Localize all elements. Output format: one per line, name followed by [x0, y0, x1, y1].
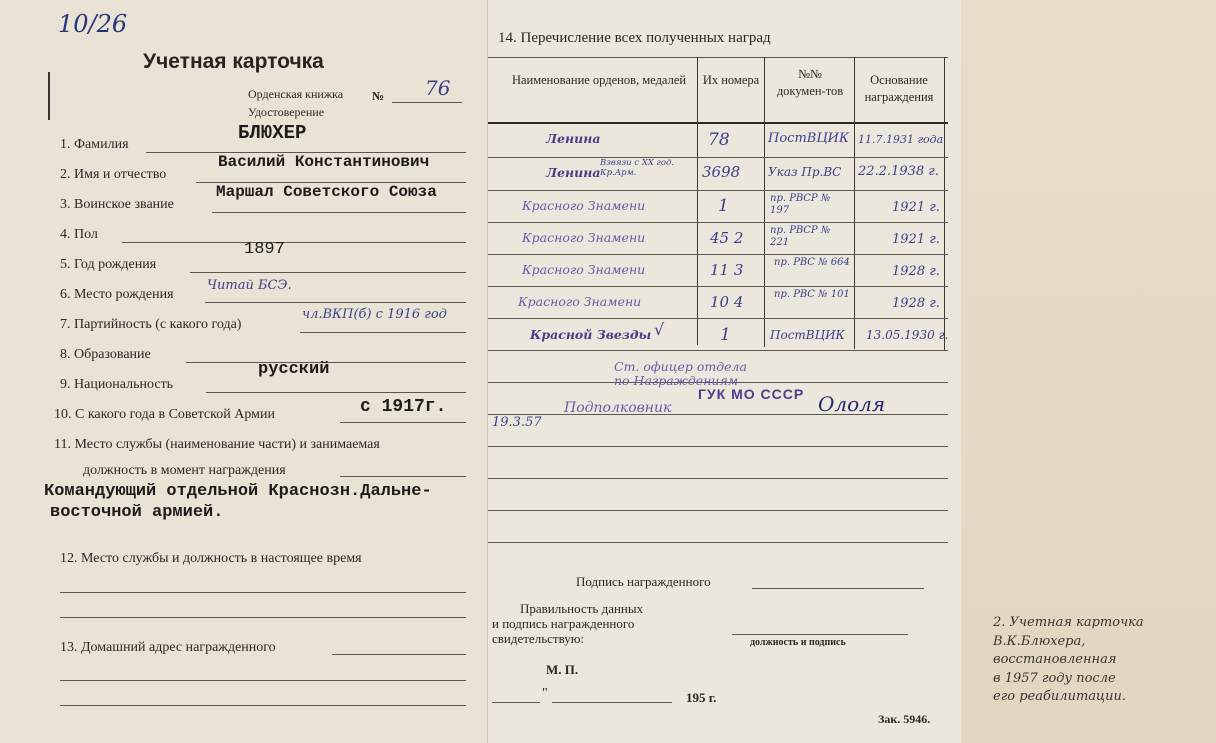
- card-right-page: 14. Перечисление всех полученных наград Наименование орденов, медалей Их номера №№ докумен-тов Основание награждения Ленина 78 ПостВЦИК 11.7.1931 года Ленина Взвязи с XX год. Кр.Арм. 3698 Указ Пр.ВС 22.2.1938 г. Красного Знамени 1 пр. РВСР № 197 1921 г. Красного Знамени 45 2 пр. РВСР № 221 1921 г. Красного Знамени 11 3 пр. РВС № 664 1928 г. Красного Знамени 10 4 пр. РВС № 101 1928 г. Красной Звезды √ 1 ПостВЦИК 13.05.1930 г. Ст. офицер отдела по Награждениям ГУК МО СССР Подполковник Ололя 19.3.57 Подпись награжденного Правильность данных и подпись награжденного свидетельствую: должность и подпись М. П. " 195 г. Зак. 5946.: [487, 0, 961, 743]
- officer-signature: Ололя: [818, 392, 886, 416]
- field-rank-label: 3. Воинское звание: [60, 197, 174, 212]
- year-label: 195 г.: [686, 690, 717, 705]
- correctness-line-3: свидетельствую:: [492, 631, 585, 646]
- header-award-name: Наименование орденов, медалей: [511, 73, 687, 87]
- checkmark: √: [654, 320, 665, 339]
- awardee-signature-label: Подпись награжденного: [576, 574, 711, 589]
- field-name-label: 2. Имя и отчество: [60, 167, 167, 182]
- margin-bracket: [48, 72, 54, 120]
- number-sign: №: [372, 89, 385, 103]
- field-current-label: 12. Место службы и должность в настоящее время: [60, 551, 362, 566]
- stamp-line-3: ГУК МО СССР: [698, 386, 805, 402]
- card-title: Учетная карточка: [143, 50, 324, 73]
- order-book-number: 76: [425, 76, 451, 100]
- field-birth-year-label: 5. Год рождения: [60, 257, 157, 272]
- field-surname-value: БЛЮХЕР: [238, 122, 307, 144]
- field-party-label: 7. Партийность (с какого года): [60, 317, 242, 332]
- field-birthplace-label: 6. Место рождения: [60, 287, 174, 302]
- header-numbers: Их номера: [702, 73, 760, 87]
- field-party-value: чл.ВКП(б) с 1916 год: [302, 307, 447, 322]
- stamp-line-1: Ст. офицер отдела: [614, 359, 747, 374]
- field-nationality-value: русский: [258, 360, 330, 379]
- field-service-value-1: Командующий отдельной Краснозн.Дальне-: [44, 482, 432, 501]
- field-education-label: 8. Образование: [60, 347, 151, 362]
- stamp-date: 19.3.57: [492, 415, 542, 430]
- corner-number: 10/26: [58, 10, 128, 38]
- field-rank-value: Маршал Советского Союза: [216, 183, 437, 201]
- correctness-line-1: Правильность данных: [520, 601, 644, 616]
- field-nationality-label: 9. Национальность: [60, 377, 174, 392]
- field-sex-label: 4. Пол: [60, 227, 98, 242]
- field-birthplace-value: Читай БСЭ.: [207, 278, 292, 293]
- card-left-page: [0, 0, 487, 743]
- field-service-label-2: должность в момент награждения: [83, 463, 286, 478]
- certificate-label: Удостоверение: [248, 105, 325, 119]
- field-service-label: 11. Место службы (наименование части) и занимаемая: [54, 437, 380, 452]
- position-signature-label: должность и подпись: [750, 637, 846, 648]
- figure-caption: 2. Учетная карточка В.К.Блюхера, восстановленная в 1957 году после его реабилитации.: [993, 615, 1144, 704]
- header-basis: Основание награждения: [864, 73, 934, 104]
- awards-section-title: 14. Перечисление всех полученных наград: [498, 30, 771, 46]
- seal-label: М. П.: [546, 662, 579, 677]
- field-name-value: Василий Константинович: [218, 153, 430, 171]
- field-army-year-value: с 1917г.: [360, 397, 447, 417]
- stamp-rank: Подполковник: [564, 400, 672, 416]
- field-address-label: 13. Домашний адрес награжденного: [60, 640, 276, 655]
- field-birth-year-value: 1897: [244, 240, 285, 259]
- header-documents: №№ докумен-тов: [776, 67, 844, 98]
- field-army-year-label: 10. С какого года в Советской Армии: [54, 407, 275, 422]
- order-book-label: Орденская книжка: [248, 87, 344, 101]
- field-surname-label: 1. Фамилия: [60, 137, 129, 152]
- order-number: Зак. 5946.: [878, 712, 931, 726]
- correctness-line-2: и подпись награжденного: [492, 616, 635, 631]
- field-service-value-2: восточной армией.: [50, 503, 224, 522]
- date-quote-mark: ": [542, 686, 548, 701]
- stamp-line-2: по Награждениям: [614, 373, 739, 388]
